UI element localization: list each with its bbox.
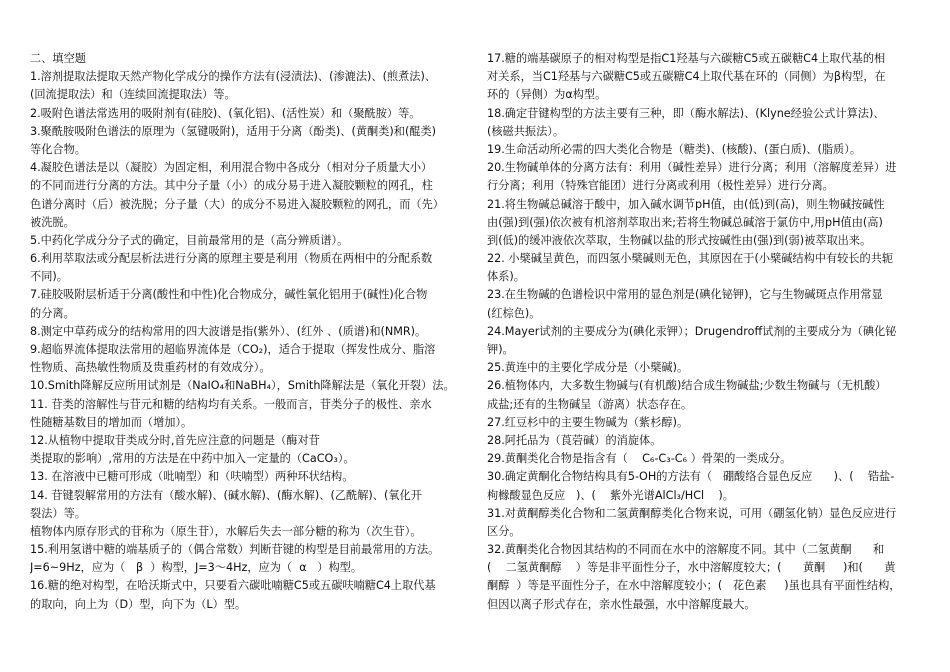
text-line: (核磁共振法）。 [487,124,565,138]
left-column [30,50,460,614]
text-line: 20.生物碱单体的分离方法有：利用（碱性差异）进行分离；利用（溶解度差异）进 [487,161,897,175]
right-column [487,50,919,614]
text-line: 19.生命活动所必需的四大类化合物是（糖类)、(核酸)、(蛋白质)、(脂质）。 [487,142,862,156]
text-line: 但因以离子形式存在，亲水性最强，水中溶解度最大。 [487,597,756,611]
text-line: 14. 苷键裂解常用的方法有（酸水解)、(碱水解)、(酶水解)、(乙酰解)、(氧化开 [30,488,422,502]
text-line: 4.凝胶色谱法是以（凝胶）为固定相，利用混合物中各成分（相对分子质量大小） [30,161,433,175]
text-line: 5.中药化学成分分子式的确定，目前最常用的是（高分辨质谱）。 [30,233,349,247]
text-line: 性随糖基数目的增加而（增加）。 [30,415,193,429]
text-line: 的取向，向上为（D）型，向下为（L）型。 [30,597,247,611]
text-line: 枸橼酸显色反应 )、( 紫外光谱AlCl₃/HCl )。 [487,488,734,502]
text-line: 植物体内原存形式的苷称为（原生苷），水解后失去一部分糖的称为（次生苷）。 [30,524,422,538]
text-line: 成盐;还有的生物碱呈（游离）状态存在。 [487,397,693,411]
text-line: 13. 在溶液中已糖可形成（吡喃型）和（呋喃型）两种环状结构。 [30,470,354,484]
text-line: 17.糖的端基碳原子的相对构型是指C1羟基与六碳糖C5或五碳糖C4上取代基的相 [487,52,886,65]
text-line: 性物质、高热敏性物质及贵重药材的有效成分）。 [30,361,271,375]
text-line: 23.在生物碱的色谱检识中常用的显色剂是(碘化铋钾)，它与生物碱斑点作用常显 [487,288,883,302]
text-line: 8.测定中草药成分的结构常用的四大波谱是指(紫外）、(红外 、(质谱)和(NMR)。 [30,324,427,338]
text-line: 16.糖的绝对构型，在哈沃斯式中，只要看六碳吡喃糖C5或五碳呋喃糖C4上取代基 [30,579,436,593]
text-line: 体系)。 [487,270,525,284]
text-line: 22. 小檗碱呈黄色，而四氢小檗碱则无色，其原因在于(小檗碱结构中有较长的共轭 [487,252,894,266]
text-line: 钾)。 [487,343,514,356]
text-line: (回流提取法）和（连续回流提取法）等。 [30,88,236,102]
text-line: 3.聚酰胺吸附色谱法的原理为（氢键吸附)，适用于分离（酚类)、(黄酮类)和(醌类) [30,124,437,138]
text-line: 27.红豆杉中的主要生物碱为（紫杉醇)。 [487,415,689,429]
text-line: 到(低)的缓冲液依次萃取，生物碱以盐的形式按碱性由(强)到(弱)被萃取出来。 [487,233,872,247]
text-line: 2.吸附色谱法常选用的吸附剂有(硅胶)、(氧化铝)、(活性炭）和（聚酰胺）等。 [30,106,421,120]
text-line: ( 二氢黄酮醇 ）等是非平面性分子，水中溶解度较大；( 黄酮 )和( 黄 [487,561,896,575]
text-line: 6.利用萃取法或分配层析法进行分离的原理主要是利用（物质在两相中的分配系数 [30,252,433,266]
text-line: 被洗脱。 [30,215,75,229]
text-line: 32.黄酮类化合物因其结构的不同而在水中的溶解度不同。其中（二氢黄酮 和 [487,543,885,557]
text-line: 29.黄酮类化合物是指含有（ C₆-C₃-C₆ ）骨架的一类成分。 [487,452,792,466]
text-line: 15.利用氢谱中糖的端基质子的（偶合常数）判断苷键的构型是目前最常用的方法。 [30,543,440,557]
text-line: 12.从植物中提取苷类成分时,首先应注意的问题是（酶对苷 [30,433,320,447]
text-line: 二、填空题 [30,52,86,65]
text-line: 等化合物。 [30,142,86,156]
text-line: 1.溶剂提取法提取天然产物化学成分的操作方法有(浸渍法)、(渗漉法)、(煎煮法)、 [30,70,437,84]
text-line: 26.植物体内，大多数生物碱与(有机酸)结合成生物碱盐;少数生物碱与（无机酸） [487,379,887,393]
text-line: 不同)。 [30,270,68,284]
text-line: 色谱分离时（后）被洗脱；分子量（大）的成分不易进入凝胶颗粒的网孔，而（先） [30,197,444,211]
text-line: 酮醇 ）等是平面性分子，在水中溶解度较小；( 花色素 )虽也具有平面性结构， [487,579,901,593]
text-line: 类提取的影响）,常用的方法是在中药中加入一定量的（CaCO₃）。 [30,452,355,466]
text-line: 30.确定黄酮化合物结构具有5-OH的方法有（ 硼酸络合显色反应 )、( 锆盐- [487,470,895,484]
text-line: 区分。 [487,524,521,538]
text-line: 21.将生物碱总碱溶于酸中，加入碱水调节pH值，由(低)到(高)，则生物碱按碱性 [487,197,885,211]
text-line: 24.Mayer试剂的主要成分为(碘化汞钾）；Drugendroff试剂的主要成分为（碘化铋 [487,324,897,338]
text-line: 9.超临界流体提取法常用的超临界流体是（CO₂)，适合于提取（挥发性成分、脂溶 [30,343,436,356]
text-line: 7.硅胶吸附层析适于分离(酸性和中性)化合物成分，碱性氧化铝用于(碱性)化合物 [30,288,428,302]
text-line: 环的（异侧）为α构型。 [487,88,607,102]
text-line: 行分离；利用（特殊官能团）进行分离或利用（极性差异）进行分离。 [487,179,834,193]
text-line: 18.确定苷键构型的方法主要有三种，即（酶水解法)、(Klyne经验公式计算法)、 [487,106,885,120]
text-line: 28.阿托品为（莨菪碱）的消旋体。 [487,433,662,447]
text-line: J=6~9Hz，应为（ β ）构型，J=3～4Hz，应为（ α ）构型。 [30,561,363,575]
text-line: (红棕色)。 [487,306,541,320]
text-line: 的不同而进行分离的方法。其中分子量（小）的成分易于进入凝胶颗粒的网孔，柱 [30,179,433,193]
text-line: 10.Smith降解反应所用试剂是（NaIO₄和NaBH₄），Smith降解法是（氧化开裂）法。 [30,379,455,393]
text-line: 11. 苷类的溶解性与苷元和糖的结构均有关系。一般而言，苷类分子的极性、亲水 [30,397,432,411]
text-line: 的分离。 [30,306,75,320]
text-line: 裂法）等。 [30,506,86,520]
text-line: 对关系，当C1羟基与六碳糖C5或五碳糖C4上取代基在环的（同侧）为β构型，在 [487,70,886,84]
text-line: 31.对黄酮醇类化合物和二氢黄酮醇类化合物来说，可用（硼氢化钠）显色反应进行 [487,506,897,520]
text-line: 25.黄连中的主要化学成分是（小檗碱)。 [487,361,689,375]
text-line: 由(强)到(强)依次被有机溶剂萃取出来;若将生物碱总碱溶于氯仿中,用pH值由(高) [487,215,883,229]
